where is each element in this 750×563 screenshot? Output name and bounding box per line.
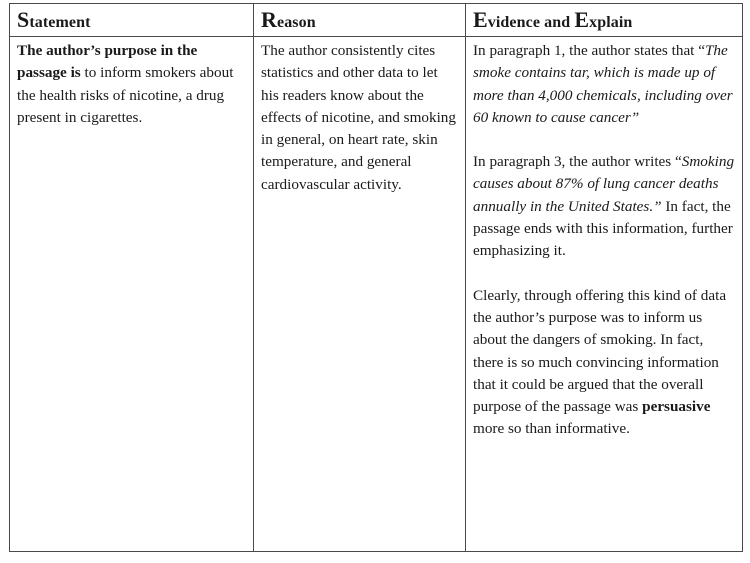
explain-paragraph: Clearly, through offering this kind of data the author’s purpose was to inform us about the dangers of smoking. In fact, there is so much convincing information that it could be argued that the overall purpose of the passage was persuasive more so than informative. [473, 286, 727, 438]
evidence-paragraph-2: In paragraph 3, the author writes “Smoking causes about 87% of lung cancer deaths annually in the United States.” In fact, the passage ends with this information, further emphasizing it. [473, 153, 735, 260]
header-statement: Statement [10, 4, 254, 37]
header-row [10, 4, 743, 37]
evidence-paragraph-1: In paragraph 1, the author states that “The smoke contains tar, which is made up of more than 4,000 chemicals, including over 60 known to cause cancer” [473, 42, 733, 126]
content-row [10, 37, 743, 552]
statement-reason-evidence-table [9, 3, 743, 552]
reason-cell [254, 37, 466, 552]
header-evidence-and-explain: Evidence and Explain [466, 4, 743, 37]
reason-text: The author consistently cites statistics and other data to let his readers know about the effects of nicotine, and smoking in general, on heart rate, skin temperature, and general cardiovascular activity. [261, 42, 456, 193]
statement-cell [10, 37, 254, 552]
header-reason: Reason [254, 4, 466, 37]
evidence-cell [466, 37, 743, 552]
statement-text: The author’s purpose in the passage is to inform smokers about the health risks of nicotine, a drug present in cigarettes. [17, 42, 234, 126]
